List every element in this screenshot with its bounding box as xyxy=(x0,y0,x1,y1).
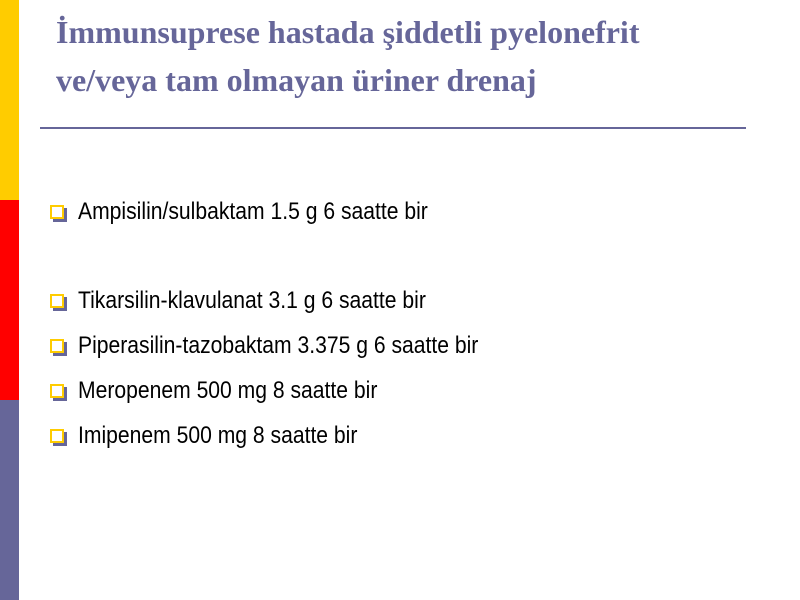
bullet-item xyxy=(50,279,473,323)
square-bullet-icon xyxy=(50,339,64,353)
sidebar-purple-band xyxy=(0,400,19,600)
square-bullet-icon xyxy=(50,205,64,219)
sidebar-red-band xyxy=(0,200,19,400)
bullet-text: Piperasilin-tazobaktam 3.375 g 6 saatte bir xyxy=(78,332,479,359)
bullet-item xyxy=(50,414,396,458)
bullet-text: Imipenem 500 mg 8 saatte bir xyxy=(78,422,358,449)
bullet-text: Ampisilin/sulbaktam 1.5 g 6 saatte bir xyxy=(78,198,428,225)
bullet-text: Tikarsilin-klavulanat 3.1 g 6 saatte bir xyxy=(78,287,426,314)
bullet-item xyxy=(50,324,533,368)
slide-title-line-1: İmmunsuprese hastada şiddetli pyelonefrit xyxy=(56,14,640,50)
bullet-item xyxy=(50,190,476,234)
square-bullet-icon xyxy=(50,429,64,443)
bullet-item xyxy=(50,369,418,413)
square-bullet-icon xyxy=(50,294,64,308)
title-divider xyxy=(40,127,746,129)
slide-title-line-2: ve/veya tam olmayan üriner drenaj xyxy=(56,62,537,98)
slide-title xyxy=(56,8,756,104)
sidebar-yellow-band xyxy=(0,0,19,200)
square-bullet-icon xyxy=(50,384,64,398)
bullet-text: Meropenem 500 mg 8 saatte bir xyxy=(78,377,378,404)
